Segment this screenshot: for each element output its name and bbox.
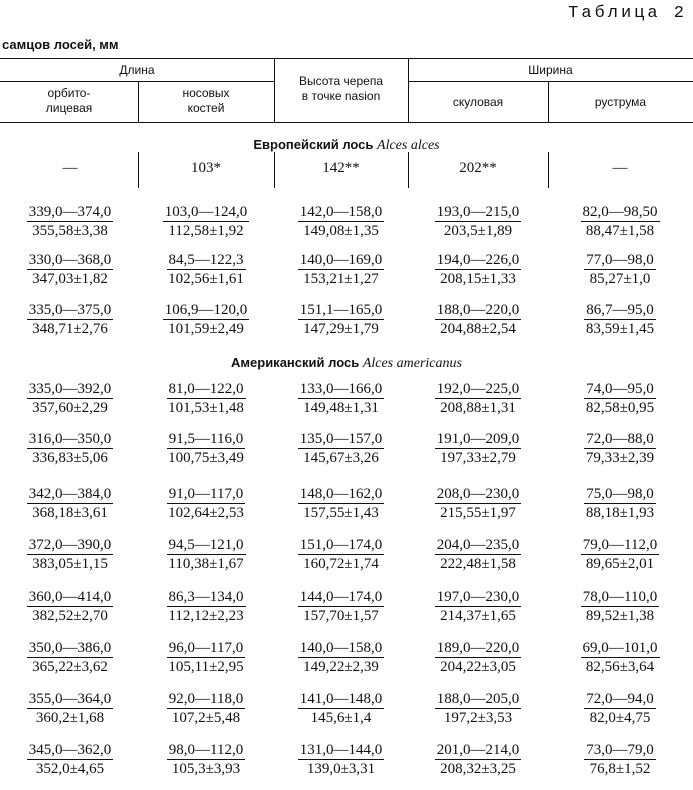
mean-value: 160,72±1,74 [303, 556, 379, 572]
range-value: 75,0—98,0 [586, 486, 654, 502]
table-cell [273, 690, 409, 727]
range-value: 189,0—220,0 [436, 640, 520, 656]
mean-value: 157,55±1,43 [303, 505, 379, 521]
range-value: 345,0—362,0 [28, 742, 112, 758]
range-value: 194,0—226,0 [436, 252, 520, 268]
range-value: 91,0—117,0 [168, 486, 244, 502]
range-value: 360,0—414,0 [28, 589, 112, 605]
mean-value: 139,0±3,31 [306, 761, 376, 777]
range-value: 148,0—162,0 [299, 486, 383, 502]
mean-value: 112,58±1,92 [168, 223, 244, 239]
range-value: 133,0—166,0 [299, 381, 383, 397]
header-zygomatic: скуловая [452, 95, 504, 109]
range-value: 131,0—144,0 [299, 742, 383, 758]
table-cell [410, 251, 546, 288]
table-cell [273, 588, 409, 625]
mean-value: 107,2±5,48 [171, 710, 241, 726]
mean-value: 102,64±2,53 [168, 505, 244, 521]
table-cell [138, 485, 274, 522]
table-cell [273, 430, 409, 467]
mean-value: 101,53±1,48 [168, 400, 244, 416]
mean-value: 112,12±2,23 [168, 608, 244, 624]
header-top-rule [0, 58, 693, 59]
sample-count: — [612, 160, 628, 176]
table-cell [273, 639, 409, 676]
section-name: Европейский лось [253, 137, 374, 152]
mean-value: 79,33±2,39 [585, 450, 655, 466]
range-value: 84,5—122,3 [168, 252, 244, 268]
mean-value: 101,59±2,49 [168, 321, 244, 337]
table-cell [138, 251, 274, 288]
range-value: 193,0—215,0 [436, 204, 520, 220]
table-cell [552, 485, 688, 522]
mean-value: 348,71±2,76 [32, 321, 108, 337]
range-value: 77,0—98,0 [586, 252, 654, 268]
table-cell [138, 588, 274, 625]
range-value: 94,5—121,0 [168, 537, 244, 553]
range-value: 316,0—350,0 [28, 431, 112, 447]
table-cell [273, 380, 409, 417]
table-cell [138, 741, 274, 778]
range-value: 81,0—122,0 [168, 381, 244, 397]
table-cell [2, 203, 138, 240]
header-width: Ширина [528, 63, 573, 77]
table-cell [273, 203, 409, 240]
range-value: 82,0—98,50 [582, 204, 658, 220]
table-cell [552, 639, 688, 676]
table-cell [552, 251, 688, 288]
range-value: 191,0—209,0 [436, 431, 520, 447]
table-cell [552, 430, 688, 467]
table-cell [410, 588, 546, 625]
header-bottom-rule [0, 122, 693, 123]
section-title [0, 355, 693, 372]
mean-value: 214,37±1,65 [440, 608, 516, 624]
table-cell [552, 536, 688, 573]
table-cell [552, 588, 688, 625]
mean-value: 157,70±1,57 [303, 608, 379, 624]
header-orbital: орбито- лицевая [45, 86, 93, 115]
range-value: 188,0—205,0 [436, 691, 520, 707]
mean-value: 102,56±1,61 [168, 271, 244, 287]
header-length: Длина [119, 63, 155, 77]
mean-value: 88,18±1,93 [585, 505, 655, 521]
mean-value: 215,55±1,97 [440, 505, 516, 521]
mean-value: 83,59±1,45 [585, 321, 655, 337]
range-value: 86,3—134,0 [168, 589, 244, 605]
table-cell [552, 690, 688, 727]
range-value: 79,0—112,0 [582, 537, 658, 553]
table-cell [2, 639, 138, 676]
sample-count: 103* [191, 160, 221, 176]
section-title [0, 137, 693, 154]
mean-value: 355,58±3,38 [32, 223, 108, 239]
table-cell [410, 639, 546, 676]
mean-value: 89,65±2,01 [585, 556, 655, 572]
table-cell [2, 536, 138, 573]
section-name: Американский лось [231, 355, 360, 370]
table-cell [138, 639, 274, 676]
range-value: 69,0—101,0 [582, 640, 658, 656]
table-cell [410, 741, 546, 778]
mean-value: 89,52±1,38 [585, 608, 655, 624]
range-value: 372,0—390,0 [28, 537, 112, 553]
mean-value: 204,22±3,05 [440, 659, 516, 675]
table-cell [2, 430, 138, 467]
table-cell [552, 301, 688, 338]
table-cell [273, 301, 409, 338]
table-cell [273, 251, 409, 288]
range-value: 208,0—230,0 [436, 486, 520, 502]
range-value: 96,0—117,0 [168, 640, 244, 656]
mean-value: 204,88±2,54 [440, 321, 516, 337]
sample-count: 142** [322, 160, 360, 176]
range-value: 103,0—124,0 [164, 204, 248, 220]
range-value: 140,0—169,0 [299, 252, 383, 268]
mean-value: 149,22±2,39 [303, 659, 379, 675]
range-value: 92,0—118,0 [168, 691, 244, 707]
section-latin-name: Alces americanus [362, 356, 462, 371]
mean-value: 203,5±1,89 [443, 223, 513, 239]
table-cell [138, 203, 274, 240]
range-value: 142,0—158,0 [299, 204, 383, 220]
range-value: 73,0—79,0 [586, 742, 654, 758]
mean-value: 105,3±3,93 [171, 761, 241, 777]
mean-value: 145,6±1,4 [310, 710, 372, 726]
mean-value: 347,03±1,82 [32, 271, 108, 287]
range-value: 144,0—174,0 [299, 589, 383, 605]
table-cell [410, 203, 546, 240]
header-mid-rule-left [0, 81, 274, 82]
mean-value: 382,52±2,70 [32, 608, 108, 624]
table-cell [552, 203, 688, 240]
mean-value: 222,48±1,58 [440, 556, 516, 572]
table-cell [138, 690, 274, 727]
range-value: 151,0—174,0 [299, 537, 383, 553]
mean-value: 336,83±5,06 [32, 450, 108, 466]
range-value: 98,0—112,0 [168, 742, 244, 758]
mean-value: 105,11±2,95 [168, 659, 244, 675]
mean-value: 145,67±3,26 [303, 450, 379, 466]
range-value: 197,0—230,0 [436, 589, 520, 605]
section-latin-name: Alces alces [377, 138, 440, 153]
table-cell [2, 301, 138, 338]
mean-value: 208,15±1,33 [440, 271, 516, 287]
table-cell [2, 741, 138, 778]
range-value: 78,0—110,0 [582, 589, 658, 605]
table-cell [138, 380, 274, 417]
table-cell [410, 430, 546, 467]
range-value: 339,0—374,0 [28, 204, 112, 220]
table-cell [273, 536, 409, 573]
body-col-divider-4 [548, 152, 549, 188]
range-value: 141,0—148,0 [299, 691, 383, 707]
range-value: 91,5—116,0 [168, 431, 244, 447]
mean-value: 147,29±1,79 [303, 321, 379, 337]
sample-count: — [62, 160, 78, 176]
header-rostrum: руструма [594, 95, 647, 109]
mean-value: 365,22±3,62 [32, 659, 108, 675]
mean-value: 82,56±3,64 [585, 659, 655, 675]
mean-value: 208,88±1,31 [440, 400, 516, 416]
mean-value: 82,0±4,75 [589, 710, 651, 726]
mean-value: 360,2±1,68 [35, 710, 105, 726]
header-skull-height: Высота черепа в точке nasion [299, 74, 383, 103]
table-cell [2, 380, 138, 417]
table-cell [410, 380, 546, 417]
table-cell [138, 430, 274, 467]
table-cell [2, 588, 138, 625]
mean-value: 110,38±1,67 [168, 556, 244, 572]
table-label: Таблица 2 [568, 4, 687, 23]
sample-count: 202** [459, 160, 497, 176]
range-value: 335,0—375,0 [28, 302, 112, 318]
range-value: 188,0—220,0 [436, 302, 520, 318]
range-value: 72,0—88,0 [586, 431, 654, 447]
range-value: 72,0—94,0 [586, 691, 654, 707]
range-value: 350,0—386,0 [28, 640, 112, 656]
table-cell [2, 485, 138, 522]
mean-value: 153,21±1,27 [303, 271, 379, 287]
table-cell [138, 536, 274, 573]
header-nasal: носовых костей [182, 86, 230, 115]
range-value: 201,0—214,0 [436, 742, 520, 758]
range-value: 355,0—364,0 [28, 691, 112, 707]
table-cell [552, 380, 688, 417]
table-cell [273, 485, 409, 522]
mean-value: 357,60±2,29 [32, 400, 108, 416]
table-cell [2, 690, 138, 727]
mean-value: 85,27±1,0 [589, 271, 651, 287]
mean-value: 76,8±1,52 [589, 761, 651, 777]
range-value: 74,0—95,0 [586, 381, 654, 397]
table-cell [410, 536, 546, 573]
table-cell [138, 301, 274, 338]
range-value: 204,0—235,0 [436, 537, 520, 553]
table-cell [410, 485, 546, 522]
mean-value: 88,47±1,58 [585, 223, 655, 239]
table-caption: самцов лосей, мм [2, 37, 119, 52]
mean-value: 383,05±1,15 [32, 556, 108, 572]
range-value: 342,0—384,0 [28, 486, 112, 502]
table-cell [410, 301, 546, 338]
range-value: 106,9—120,0 [164, 302, 248, 318]
mean-value: 149,08±1,35 [303, 223, 379, 239]
mean-value: 208,32±3,25 [440, 761, 516, 777]
table-cell [410, 690, 546, 727]
mean-value: 82,58±0,95 [585, 400, 655, 416]
header-mid-rule-right [408, 81, 693, 82]
table-cell [273, 741, 409, 778]
mean-value: 149,48±1,31 [303, 400, 379, 416]
table-cell [552, 741, 688, 778]
table-cell [2, 251, 138, 288]
range-value: 192,0—225,0 [436, 381, 520, 397]
mean-value: 368,18±3,61 [32, 505, 108, 521]
mean-value: 352,0±4,65 [35, 761, 105, 777]
range-value: 140,0—158,0 [299, 640, 383, 656]
mean-value: 197,2±3,53 [443, 710, 513, 726]
mean-value: 197,33±2,79 [440, 450, 516, 466]
range-value: 151,1—165,0 [299, 302, 383, 318]
mean-value: 100,75±3,49 [168, 450, 244, 466]
range-value: 330,0—368,0 [28, 252, 112, 268]
range-value: 335,0—392,0 [28, 381, 112, 397]
range-value: 86,7—95,0 [586, 302, 654, 318]
range-value: 135,0—157,0 [299, 431, 383, 447]
